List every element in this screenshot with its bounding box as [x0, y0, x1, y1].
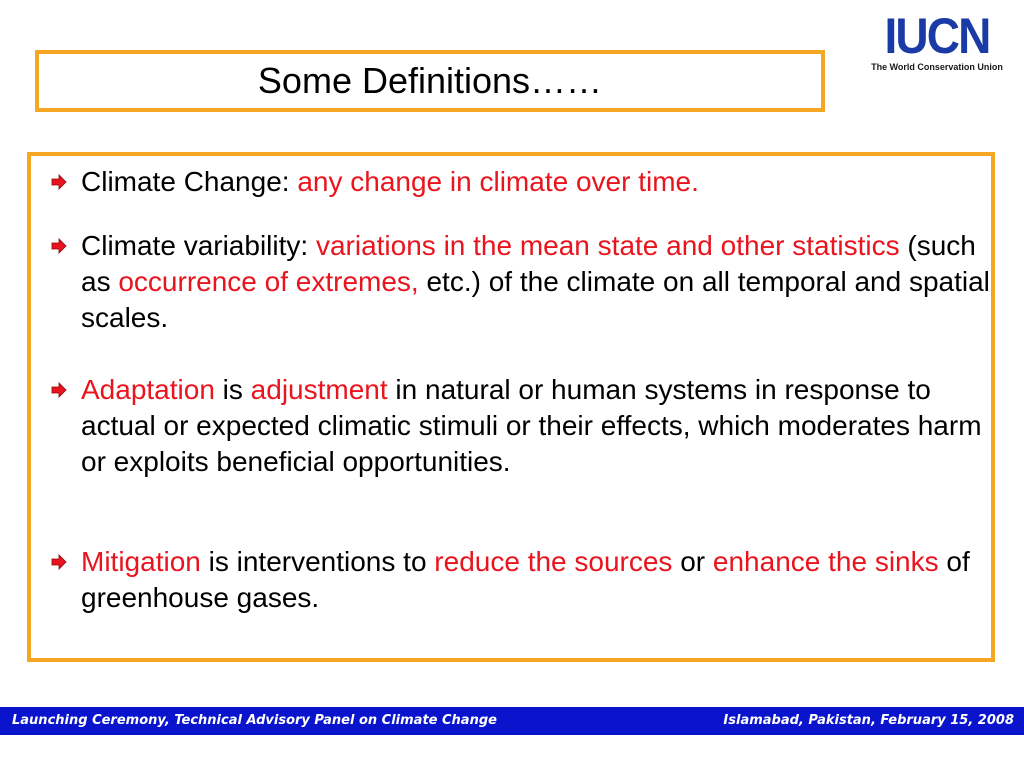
definition-body: is [214, 374, 251, 405]
definition-adaptation [81, 372, 991, 480]
definition-text [81, 546, 970, 613]
definition-highlight: adjustment [250, 374, 388, 405]
definition-body: (such as [81, 230, 976, 297]
definition-highlight: reduce the sources [434, 546, 673, 577]
definition-climate-change [81, 164, 991, 200]
definition-mitigation [81, 544, 991, 616]
logo-subtitle: The World Conservation Union [871, 62, 1003, 72]
footer-location-date: Islamabad, Pakistan, February 15, 2008 [723, 713, 1014, 728]
arrow-bullet-icon [51, 238, 67, 254]
definition-highlight: enhance the sinks [712, 546, 939, 577]
term-label: Mitigation [81, 546, 201, 577]
definition-highlight: variations in the mean state and other statistics [315, 230, 900, 261]
term-label: Climate variability: [81, 230, 316, 261]
definition-body: or [672, 546, 713, 577]
term-label: Climate Change: [81, 166, 298, 197]
footer-event: Launching Ceremony, Technical Advisory Panel on Climate Change [12, 713, 497, 728]
definition-body: in natural or human systems in response to actual or expected climatic stimuli or their effects, which moderates harm or exploits beneficial opportunities. [81, 374, 982, 477]
definition-climate-variability [81, 228, 991, 336]
arrow-bullet-icon [51, 174, 67, 190]
footer-bar [0, 707, 1024, 735]
definition-text [81, 374, 982, 477]
arrow-bullet-icon [51, 554, 67, 570]
definition-highlight: any change in climate over time. [297, 166, 699, 197]
iucn-logo [862, 10, 1012, 80]
definition-text [81, 230, 990, 333]
definition-body: of greenhouse gases. [81, 546, 970, 613]
definition-text [81, 166, 699, 197]
term-label: Adaptation [81, 374, 215, 405]
definitions-panel [27, 152, 995, 662]
slide-title: Some Definitions…… [35, 50, 825, 112]
definition-body: etc.) of the climate on all temporal and spatial scales. [81, 266, 990, 333]
definition-body: is interventions to [200, 546, 435, 577]
definition-highlight: occurrence of extremes, [118, 266, 419, 297]
logo-wordmark: IUCN [884, 8, 990, 64]
arrow-bullet-icon [51, 382, 67, 398]
